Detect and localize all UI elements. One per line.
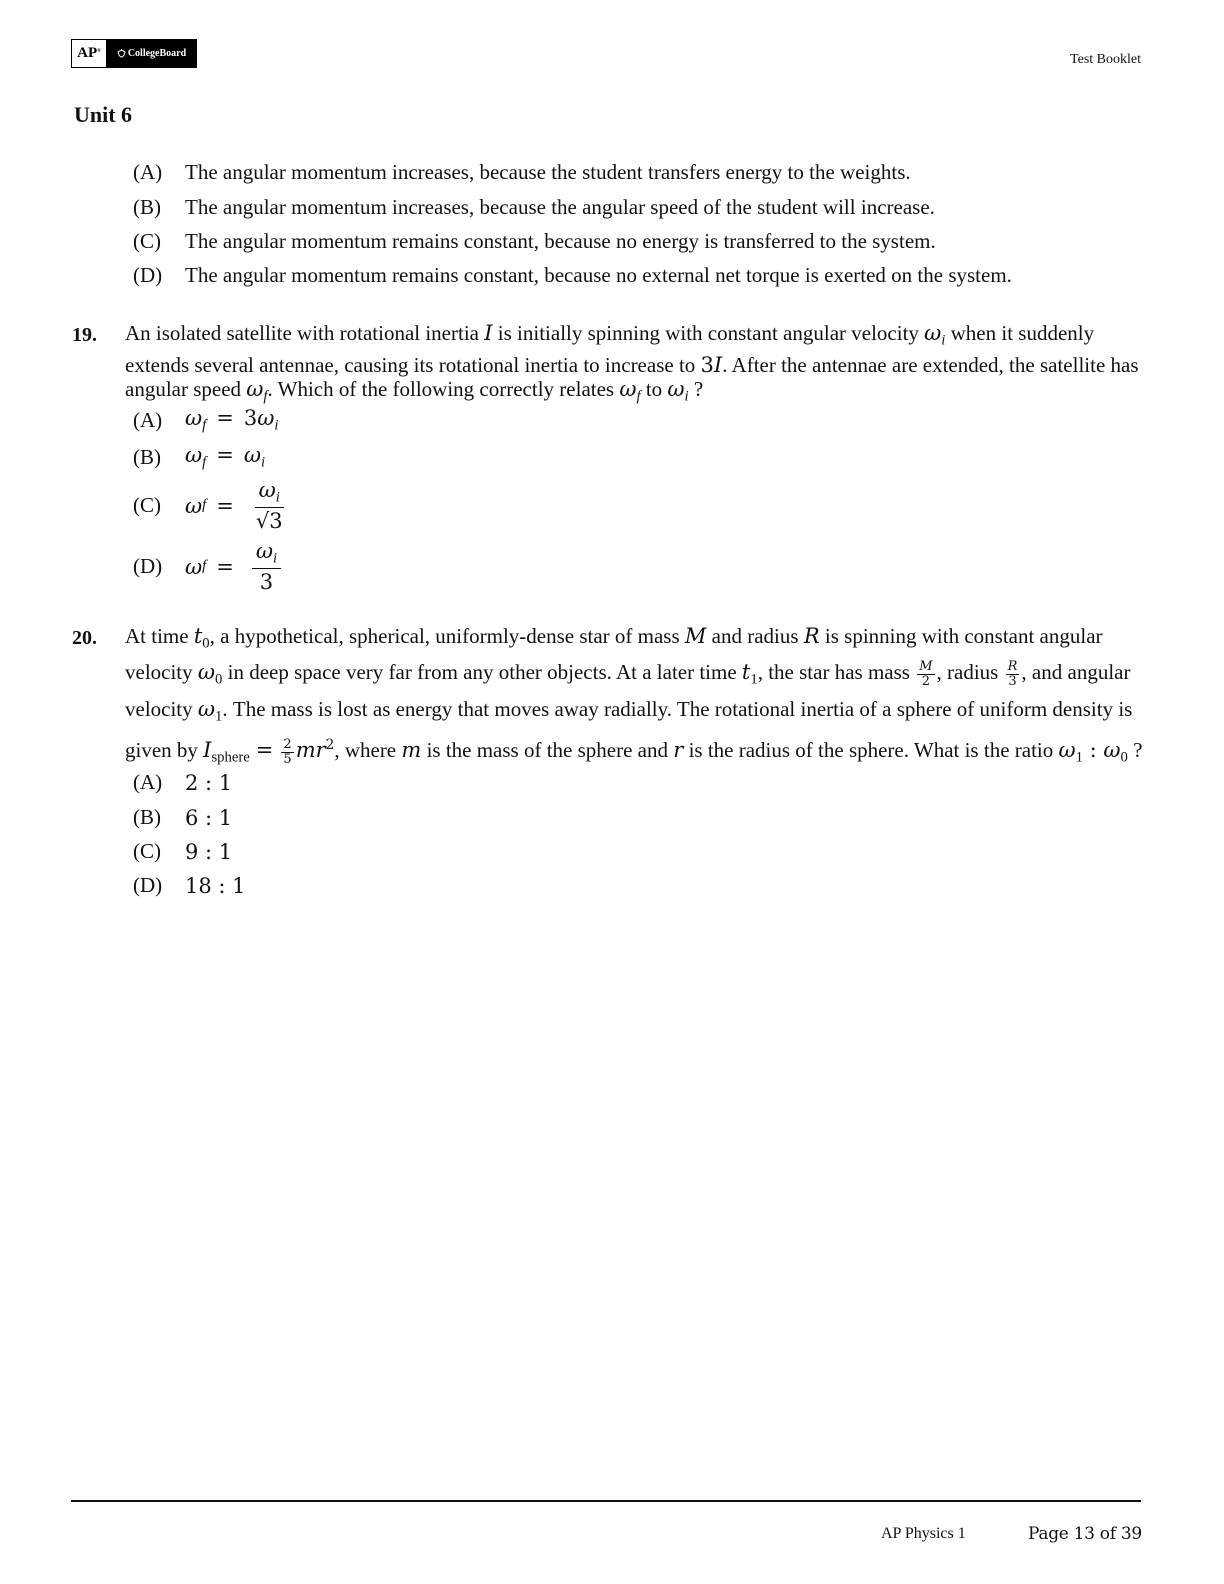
question-19: [72, 321, 1147, 409]
choice-text: 2 : 1: [185, 770, 233, 795]
collegeboard-logo: [107, 40, 196, 67]
q18-choice-d: [133, 263, 1012, 288]
choice-letter: (B): [133, 444, 161, 469]
question-number: 20.: [72, 627, 97, 649]
test-booklet-label: Test Booklet: [1070, 52, 1141, 67]
page-number: Page 13 of 39: [1028, 1524, 1142, 1544]
choice-letter: (D): [133, 554, 163, 579]
choice-text: The angular momentum remains constant, because no external net torque is exerted on the system.: [185, 263, 1012, 287]
unit-title: Unit 6: [74, 102, 133, 127]
collegeboard-text: CollegeBoard: [127, 48, 187, 59]
choice-text: 9 : 1: [185, 839, 233, 864]
choice-text: The angular momentum increases, because the student transfers energy to the weights.: [185, 160, 911, 184]
choice-letter: (C): [133, 229, 161, 253]
q19-choice-a: [133, 406, 278, 434]
choice-letter: (B): [133, 195, 161, 219]
choice-expression: $\omega_f = 3\omega_i$: [185, 406, 279, 434]
choice-letter: (A): [133, 770, 163, 794]
choice-expression: $\omega_f = \omega_i$: [185, 443, 266, 471]
q20-choice-d: [133, 873, 246, 898]
acorn-icon: [117, 49, 126, 59]
q18-choice-b: [133, 195, 935, 220]
choice-letter: (D): [133, 263, 163, 287]
question-20: [72, 622, 1147, 773]
footer-divider: [71, 1500, 1141, 1502]
q18-choice-c: [133, 229, 936, 254]
registered-mark: ®: [97, 49, 101, 54]
choice-expression: ω f = $\frac{\omega_i}{√3}$: [185, 478, 283, 534]
choice-text: The angular momentum remains constant, because no energy is transferred to the system.: [185, 229, 936, 253]
q20-choice-b: [133, 805, 232, 830]
ap-logo-text: AP: [77, 45, 98, 61]
ap-logo: [72, 40, 107, 67]
choice-letter: (A): [133, 160, 163, 184]
choice-letter: (C): [133, 839, 161, 863]
ap-collegeboard-logo: [71, 39, 197, 68]
question-stem: At time $t_0$, a hypothetical, spherical, uniformly-dense star of mass M and radius R is spinning with constant angular velocity $\omega_0$ in deep space very far from any other objects. At a later time $t_1$, the star has mass $\frac{M}{2}$ , radius $\frac{R}{3}$ , and angular velocity $\omega_1$. The mass is lost as energy that moves away radially. The rotational inertia of a sphere of uniform density is given by $I_{sphere}$ = $\frac{2}{5}$ $mr^2$, where m is the mass of the sphere and r is the radius of the sphere. What is the ratio $\omega_1$ : $\omega_0$ ?: [125, 624, 1143, 767]
question-stem: An isolated satellite with rotational inertia I is initially spinning with constant angular velocity $\omega_i$ when it suddenly extends several antennae, causing its rotational inertia to increase to 3I. After the antennae are extended, the satellite has angular speed $\omega_f$. Which of the following correctly relates $\omega_f$ to $\omega_i$ ?: [125, 321, 1139, 405]
q19-choice-c: [133, 478, 287, 533]
choice-letter: (D): [133, 873, 163, 897]
q19-choice-d: [133, 539, 281, 594]
choice-letter: (B): [133, 805, 161, 829]
q20-choice-c: [133, 839, 232, 864]
q18-choice-a: [133, 160, 911, 185]
choice-expression: ω f = $\frac{\omega_i}{3}$: [185, 539, 281, 594]
choice-letter: (A): [133, 407, 163, 432]
choice-text: The angular momentum increases, because the angular speed of the student will increase.: [185, 195, 935, 219]
q19-choice-b: [133, 443, 265, 471]
question-number: 19.: [72, 324, 97, 346]
footer-subject: AP Physics 1: [881, 1525, 966, 1542]
q20-choice-a: [133, 770, 232, 795]
choice-text: 18 : 1: [185, 873, 246, 898]
choice-text: 6 : 1: [185, 805, 233, 830]
choice-letter: (C): [133, 493, 161, 518]
